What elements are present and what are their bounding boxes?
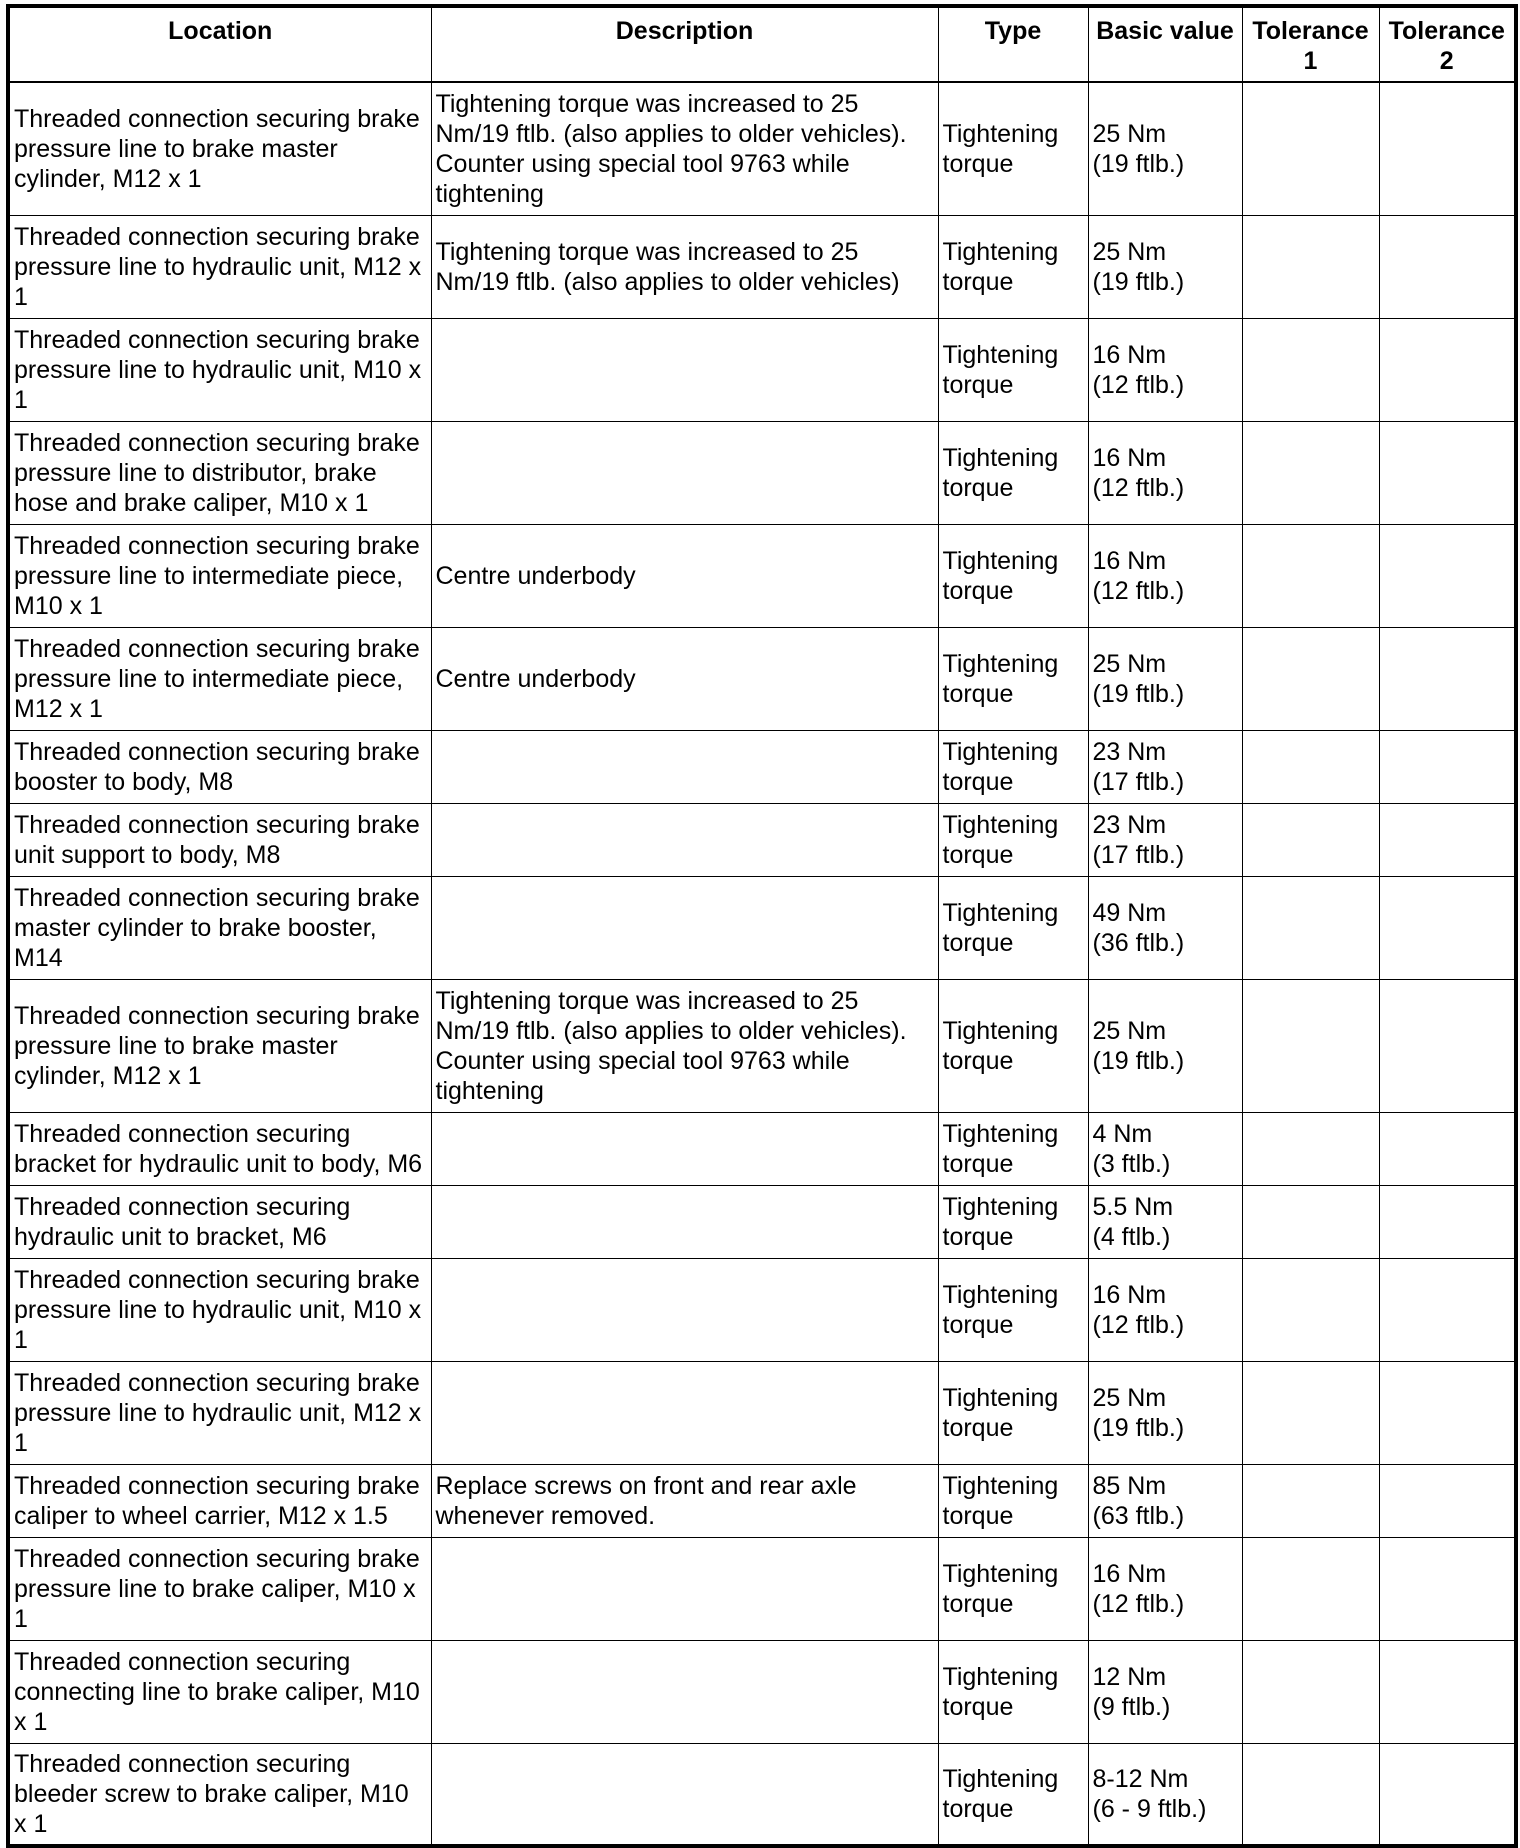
- cell-location: Threaded connection securing brake master cylinder to brake booster, M14: [8, 876, 431, 979]
- cell-location: Threaded connection securing brake pressure line to hydraulic unit, M12 x 1: [8, 215, 431, 318]
- cell-tolerance-1: [1242, 979, 1379, 1112]
- cell-location: Threaded connection securing brake pressure line to brake caliper, M10 x 1: [8, 1537, 431, 1640]
- cell-basic-value: [1088, 1258, 1242, 1361]
- table-row: [8, 82, 1516, 215]
- basic-value-ftlb: (19 ftlb.): [1092, 1046, 1185, 1075]
- cell-tolerance-1: [1242, 1185, 1379, 1258]
- cell-tolerance-2: [1379, 524, 1516, 627]
- basic-value-nm: 16 Nm: [1092, 546, 1167, 575]
- cell-location: Threaded connection securing bracket for hydraulic unit to body, M6: [8, 1112, 431, 1185]
- basic-value-nm: 5.5 Nm: [1092, 1192, 1174, 1221]
- cell-location: Threaded connection securing brake pressure line to distributor, brake hose and brake caliper, M10 x 1: [8, 421, 431, 524]
- cell-tolerance-1: [1242, 1640, 1379, 1743]
- basic-value-nm: 85 Nm: [1092, 1471, 1167, 1500]
- cell-basic-value: [1088, 730, 1242, 803]
- cell-type: Tightening torque: [938, 1361, 1088, 1464]
- basic-value-ftlb: (12 ftlb.): [1092, 473, 1185, 502]
- cell-type: Tightening torque: [938, 215, 1088, 318]
- cell-basic-value: [1088, 318, 1242, 421]
- cell-tolerance-1: [1242, 876, 1379, 979]
- cell-tolerance-2: [1379, 82, 1516, 215]
- cell-type: Tightening torque: [938, 421, 1088, 524]
- cell-basic-value: [1088, 803, 1242, 876]
- basic-value-nm: 16 Nm: [1092, 1280, 1167, 1309]
- cell-tolerance-1: [1242, 1537, 1379, 1640]
- table-row: [8, 1464, 1516, 1537]
- cell-location: Threaded connection securing brake booster to body, M8: [8, 730, 431, 803]
- cell-basic-value: [1088, 1185, 1242, 1258]
- table-row: [8, 730, 1516, 803]
- basic-value-nm: 25 Nm: [1092, 649, 1167, 678]
- cell-tolerance-2: [1379, 1464, 1516, 1537]
- header-type: Type: [938, 6, 1088, 82]
- cell-basic-value: [1088, 82, 1242, 215]
- cell-tolerance-1: [1242, 803, 1379, 876]
- table-row: [8, 1185, 1516, 1258]
- cell-basic-value: [1088, 1537, 1242, 1640]
- cell-basic-value: [1088, 421, 1242, 524]
- cell-type: Tightening torque: [938, 1258, 1088, 1361]
- cell-location: Threaded connection securing bleeder screw to brake caliper, M10 x 1: [8, 1743, 431, 1846]
- header-location: Location: [8, 6, 431, 82]
- cell-tolerance-2: [1379, 1258, 1516, 1361]
- cell-basic-value: [1088, 979, 1242, 1112]
- cell-type: Tightening torque: [938, 1112, 1088, 1185]
- cell-basic-value: [1088, 524, 1242, 627]
- basic-value-nm: 25 Nm: [1092, 1383, 1167, 1412]
- basic-value-nm: 16 Nm: [1092, 340, 1167, 369]
- torque-spec-table: [6, 4, 1518, 1848]
- cell-location: Threaded connection securing brake caliper to wheel carrier, M12 x 1.5: [8, 1464, 431, 1537]
- basic-value-ftlb: (3 ftlb.): [1092, 1149, 1171, 1178]
- cell-location: Threaded connection securing brake pressure line to intermediate piece, M10 x 1: [8, 524, 431, 627]
- cell-tolerance-1: [1242, 421, 1379, 524]
- basic-value-nm: 25 Nm: [1092, 1016, 1167, 1045]
- cell-basic-value: [1088, 1743, 1242, 1846]
- table-row: [8, 1361, 1516, 1464]
- cell-basic-value: [1088, 1112, 1242, 1185]
- basic-value-nm: 23 Nm: [1092, 737, 1167, 766]
- cell-location: Threaded connection securing connecting line to brake caliper, M10 x 1: [8, 1640, 431, 1743]
- table-row: [8, 627, 1516, 730]
- cell-basic-value: [1088, 1361, 1242, 1464]
- cell-tolerance-1: [1242, 1361, 1379, 1464]
- cell-description: [431, 730, 938, 803]
- basic-value-ftlb: (6 - 9 ftlb.): [1092, 1794, 1207, 1823]
- cell-description: Tightening torque was increased to 25 Nm/19 ftlb. (also applies to older vehicles). Counter using special tool 9763 while tightening: [431, 82, 938, 215]
- cell-tolerance-2: [1379, 215, 1516, 318]
- basic-value-nm: 12 Nm: [1092, 1662, 1167, 1691]
- cell-type: Tightening torque: [938, 876, 1088, 979]
- table-row: [8, 1743, 1516, 1846]
- basic-value-nm: 25 Nm: [1092, 119, 1167, 148]
- basic-value-ftlb: (19 ftlb.): [1092, 149, 1185, 178]
- cell-description: [431, 1112, 938, 1185]
- cell-tolerance-2: [1379, 979, 1516, 1112]
- cell-type: Tightening torque: [938, 803, 1088, 876]
- cell-location: Threaded connection securing brake pressure line to hydraulic unit, M10 x 1: [8, 1258, 431, 1361]
- basic-value-ftlb: (63 ftlb.): [1092, 1501, 1185, 1530]
- table-row: [8, 803, 1516, 876]
- cell-type: Tightening torque: [938, 524, 1088, 627]
- table-row: [8, 1640, 1516, 1743]
- cell-location: Threaded connection securing brake pressure line to brake master cylinder, M12 x 1: [8, 979, 431, 1112]
- cell-tolerance-1: [1242, 1258, 1379, 1361]
- cell-tolerance-1: [1242, 215, 1379, 318]
- table-row: [8, 979, 1516, 1112]
- cell-description: [431, 1537, 938, 1640]
- cell-description: [431, 421, 938, 524]
- table-row: [8, 421, 1516, 524]
- cell-type: Tightening torque: [938, 1743, 1088, 1846]
- cell-location: Threaded connection securing brake pressure line to hydraulic unit, M10 x 1: [8, 318, 431, 421]
- basic-value-nm: 23 Nm: [1092, 810, 1167, 839]
- basic-value-nm: 49 Nm: [1092, 898, 1167, 927]
- cell-description: Centre underbody: [431, 524, 938, 627]
- basic-value-ftlb: (17 ftlb.): [1092, 767, 1185, 796]
- cell-type: Tightening torque: [938, 318, 1088, 421]
- cell-description: [431, 876, 938, 979]
- cell-tolerance-2: [1379, 876, 1516, 979]
- basic-value-ftlb: (12 ftlb.): [1092, 370, 1185, 399]
- basic-value-nm: 25 Nm: [1092, 237, 1167, 266]
- cell-tolerance-2: [1379, 1537, 1516, 1640]
- cell-tolerance-2: [1379, 421, 1516, 524]
- basic-value-ftlb: (12 ftlb.): [1092, 1589, 1185, 1618]
- cell-type: Tightening torque: [938, 1537, 1088, 1640]
- table-row: [8, 1537, 1516, 1640]
- basic-value-ftlb: (4 ftlb.): [1092, 1222, 1171, 1251]
- cell-tolerance-2: [1379, 1185, 1516, 1258]
- cell-basic-value: [1088, 215, 1242, 318]
- cell-tolerance-1: [1242, 82, 1379, 215]
- table-row: [8, 1112, 1516, 1185]
- cell-description: [431, 1258, 938, 1361]
- cell-tolerance-1: [1242, 318, 1379, 421]
- cell-type: Tightening torque: [938, 82, 1088, 215]
- cell-tolerance-1: [1242, 1743, 1379, 1846]
- cell-location: Threaded connection securing brake pressure line to brake master cylinder, M12 x 1: [8, 82, 431, 215]
- cell-location: Threaded connection securing brake unit support to body, M8: [8, 803, 431, 876]
- cell-tolerance-1: [1242, 1464, 1379, 1537]
- cell-location: Threaded connection securing brake pressure line to hydraulic unit, M12 x 1: [8, 1361, 431, 1464]
- cell-description: [431, 1743, 938, 1846]
- cell-basic-value: [1088, 627, 1242, 730]
- header-description: Description: [431, 6, 938, 82]
- cell-tolerance-2: [1379, 318, 1516, 421]
- cell-location: Threaded connection securing hydraulic unit to bracket, M6: [8, 1185, 431, 1258]
- cell-description: [431, 803, 938, 876]
- basic-value-ftlb: (36 ftlb.): [1092, 928, 1185, 957]
- basic-value-ftlb: (19 ftlb.): [1092, 267, 1185, 296]
- table-row: [8, 1258, 1516, 1361]
- cell-tolerance-2: [1379, 803, 1516, 876]
- cell-description: [431, 1185, 938, 1258]
- cell-tolerance-2: [1379, 1743, 1516, 1846]
- cell-tolerance-2: [1379, 730, 1516, 803]
- cell-tolerance-2: [1379, 1361, 1516, 1464]
- cell-tolerance-1: [1242, 730, 1379, 803]
- basic-value-nm: 4 Nm: [1092, 1119, 1153, 1148]
- cell-tolerance-1: [1242, 627, 1379, 730]
- table-row: [8, 524, 1516, 627]
- cell-basic-value: [1088, 1640, 1242, 1743]
- basic-value-nm: 8-12 Nm: [1092, 1764, 1189, 1793]
- cell-tolerance-2: [1379, 1112, 1516, 1185]
- cell-basic-value: [1088, 1464, 1242, 1537]
- table-body: [8, 82, 1516, 1846]
- cell-basic-value: [1088, 876, 1242, 979]
- cell-tolerance-2: [1379, 627, 1516, 730]
- table-row: [8, 215, 1516, 318]
- basic-value-ftlb: (19 ftlb.): [1092, 679, 1185, 708]
- cell-tolerance-1: [1242, 1112, 1379, 1185]
- cell-location: Threaded connection securing brake pressure line to intermediate piece, M12 x 1: [8, 627, 431, 730]
- table-row: [8, 318, 1516, 421]
- header-row: [8, 6, 1516, 82]
- cell-description: Tightening torque was increased to 25 Nm/19 ftlb. (also applies to older vehicles): [431, 215, 938, 318]
- torque-spec-sheet: [6, 4, 1518, 1848]
- basic-value-ftlb: (12 ftlb.): [1092, 576, 1185, 605]
- basic-value-nm: 16 Nm: [1092, 443, 1167, 472]
- basic-value-ftlb: (9 ftlb.): [1092, 1692, 1171, 1721]
- cell-tolerance-1: [1242, 524, 1379, 627]
- cell-tolerance-2: [1379, 1640, 1516, 1743]
- header-tolerance-2: Tolerance 2: [1379, 6, 1516, 82]
- basic-value-nm: 16 Nm: [1092, 1559, 1167, 1588]
- cell-description: Centre underbody: [431, 627, 938, 730]
- cell-type: Tightening torque: [938, 1185, 1088, 1258]
- cell-description: [431, 318, 938, 421]
- basic-value-ftlb: (19 ftlb.): [1092, 1413, 1185, 1442]
- cell-type: Tightening torque: [938, 979, 1088, 1112]
- cell-type: Tightening torque: [938, 627, 1088, 730]
- cell-description: Tightening torque was increased to 25 Nm/19 ftlb. (also applies to older vehicles). Counter using special tool 9763 while tightening: [431, 979, 938, 1112]
- cell-description: Replace screws on front and rear axle whenever removed.: [431, 1464, 938, 1537]
- table-row: [8, 876, 1516, 979]
- cell-type: Tightening torque: [938, 1640, 1088, 1743]
- cell-description: [431, 1640, 938, 1743]
- cell-type: Tightening torque: [938, 1464, 1088, 1537]
- basic-value-ftlb: (12 ftlb.): [1092, 1310, 1185, 1339]
- header-tolerance-1: Tolerance 1: [1242, 6, 1379, 82]
- basic-value-ftlb: (17 ftlb.): [1092, 840, 1185, 869]
- header-basic-value: Basic value: [1088, 6, 1242, 82]
- cell-description: [431, 1361, 938, 1464]
- cell-type: Tightening torque: [938, 730, 1088, 803]
